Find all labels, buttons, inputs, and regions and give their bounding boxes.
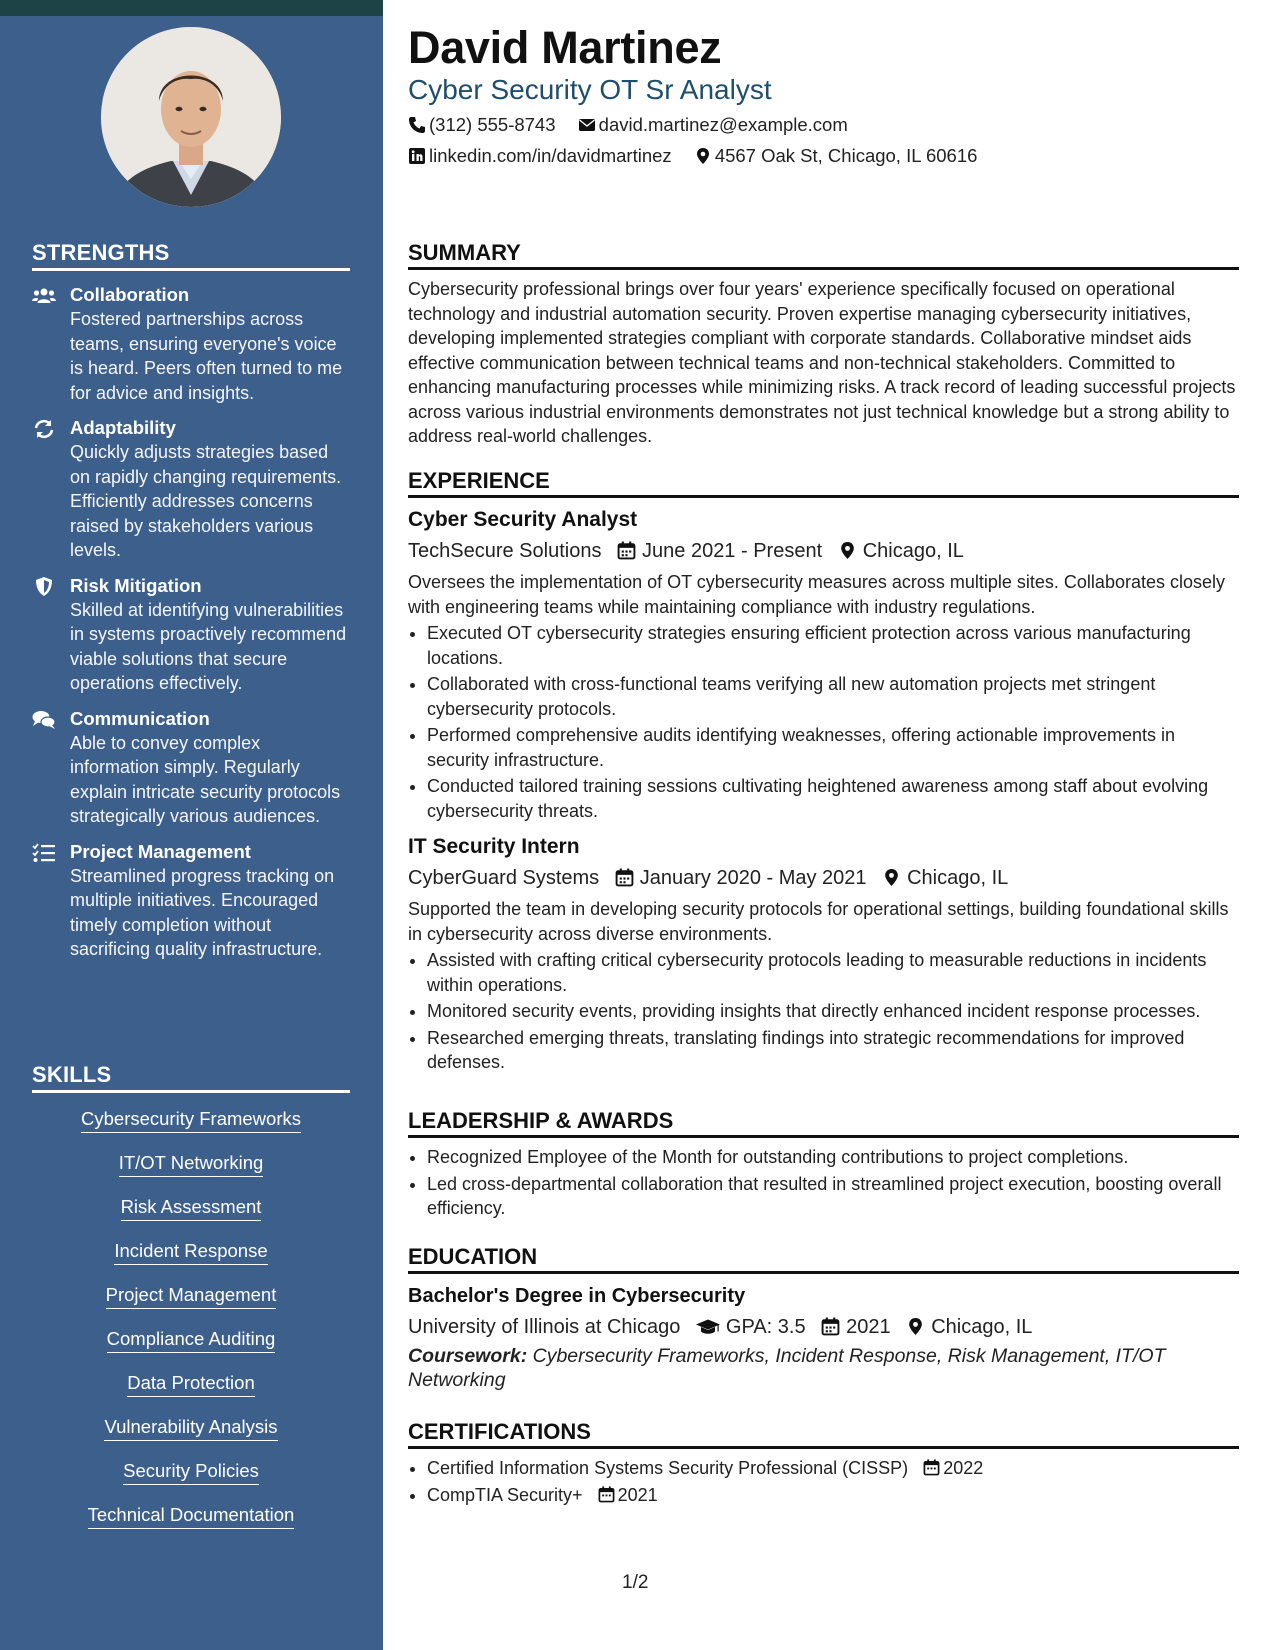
linkedin-contact[interactable]: linkedin.com/in/davidmartinez: [408, 145, 677, 166]
certifications-heading: CERTIFICATIONS: [408, 1419, 1239, 1449]
strength-item: [32, 707, 350, 829]
phone-icon: [408, 116, 426, 134]
experience-section: [408, 468, 1239, 1077]
school-name: University of Illinois at Chicago: [408, 1316, 681, 1338]
strength-title: Risk Mitigation: [70, 574, 202, 596]
sync-icon: [32, 419, 56, 439]
list-item: • Led cross-departmental collaboration that resulted in streamlined project execution, boosting overall efficiency.: [427, 1172, 1239, 1221]
skills-section: [32, 1062, 350, 1547]
calendar-icon: [615, 868, 634, 887]
summary-section: [408, 240, 1239, 449]
skill-item: Cybersecurity Frameworks: [32, 1107, 350, 1133]
graduation-year: 2021: [846, 1316, 891, 1338]
shield-icon: [32, 577, 56, 597]
strength-description: Skilled at identifying vulnerabilities in systems proactively recommend viable solutions that secure operations effectively.: [70, 599, 347, 693]
summary-heading: SUMMARY: [408, 240, 1239, 270]
list-item: • Researched emerging threats, translating findings into strategic recommendations for improved defenses.: [427, 1026, 1239, 1075]
linkedin-icon: [408, 147, 426, 165]
users-icon: [32, 286, 56, 306]
skills-heading: SKILLS: [32, 1062, 350, 1093]
education-section: [408, 1244, 1239, 1392]
job-dates: January 2020 - May 2021: [639, 867, 867, 889]
skill-item: Project Management: [32, 1283, 350, 1309]
list-item: • Assisted with crafting critical cybersecurity protocols leading to measurable reductions in incidents within operations.: [427, 948, 1239, 997]
leadership-bullets: [408, 1145, 1239, 1221]
envelope-icon: [578, 116, 596, 134]
list-item: • Performed comprehensive audits identifying weaknesses, offering actionable improvements in security infrastructure.: [427, 723, 1239, 772]
address-contact: 4567 Oak St, Chicago, IL 60616: [694, 145, 978, 166]
school-location: Chicago, IL: [931, 1316, 1033, 1338]
strength-item: [32, 283, 350, 405]
map-marker-icon: [906, 1317, 925, 1336]
tasks-icon: [32, 843, 56, 863]
calendar-icon: [598, 1486, 615, 1503]
strength-title: Project Management: [70, 840, 251, 862]
strength-title: Adaptability: [70, 417, 176, 438]
education-meta: [408, 1314, 1239, 1340]
strength-description: Fostered partnerships across teams, ensuring everyone's voice is heard. Peers often turned to me for advice and insights.: [70, 309, 343, 403]
strength-item: [32, 416, 350, 563]
contact-row-2: [408, 145, 994, 167]
leadership-heading: LEADERSHIP & AWARDS: [408, 1108, 1239, 1138]
strengths-section: [32, 240, 350, 962]
skill-item: Security Policies: [32, 1459, 350, 1485]
skill-item: Data Protection: [32, 1371, 350, 1397]
graduation-cap-icon: [696, 1317, 720, 1336]
list-item: • Conducted tailored training sessions cultivating heightened awareness among staff about evolving cybersecurity threats.: [427, 774, 1239, 823]
job-title-headline: Cyber Security OT Sr Analyst: [408, 74, 772, 105]
skill-item: Risk Assessment: [32, 1195, 350, 1221]
person-name: David Martinez: [408, 22, 722, 73]
phone-contact: (312) 555-8743: [408, 114, 561, 135]
list-item: • Executed OT cybersecurity strategies ensuring efficient protection across various manufacturing locations.: [427, 621, 1239, 670]
map-marker-icon: [838, 541, 857, 560]
job-entry: [408, 833, 1239, 1075]
skill-item: Compliance Auditing: [32, 1327, 350, 1353]
list-item: • CompTIA Security+ 2021: [427, 1483, 1239, 1508]
job-bullets: [408, 948, 1239, 1075]
job-entry: [408, 506, 1239, 823]
education-heading: EDUCATION: [408, 1244, 1239, 1274]
strength-description: Quickly adjusts strategies based on rapidly changing requirements. Efficiently addresses concerns raised by stakeholders various levels.: [70, 442, 342, 560]
coursework: Coursework: Cybersecurity Frameworks, Incident Response, Risk Management, IT/OT Networking: [408, 1345, 1166, 1391]
experience-heading: EXPERIENCE: [408, 468, 1239, 498]
leadership-section: [408, 1108, 1239, 1223]
job-description: Oversees the implementation of OT cybersecurity measures across multiple sites. Collaborates closely with engineering teams while maintaining compliance with industry regulations.: [408, 572, 1225, 617]
map-marker-icon: [694, 147, 712, 165]
job-location: Chicago, IL: [907, 867, 1009, 889]
calendar-icon: [923, 1459, 940, 1476]
skill-item: Vulnerability Analysis: [32, 1415, 350, 1441]
summary-text: Cybersecurity professional brings over four years' experience specifically focused on operational technology and industrial automation security. Proven expertise managing cybersecurity initiatives, developing implemented strategies compliant with corporate standards. Collaborative mindset aids effective communication between technical teams and non-technical stakeholders. Committed to enhancing manufacturing processes while minimizing risks. A track record of leading successful projects across various industrial environments demonstrates not just technical knowledge but a strong ability to address real-world challenges.: [408, 279, 1236, 446]
strength-description: Streamlined progress tracking on multiple initiatives. Encouraged timely completion without sacrificing quality infrastructure.: [70, 865, 335, 959]
strength-item: [32, 840, 350, 962]
list-item: • Collaborated with cross-functional teams verifying all new automation projects met stringent cybersecurity protocols.: [427, 672, 1239, 721]
contact-row-1: [408, 114, 865, 136]
skills-list: [32, 1107, 350, 1529]
job-bullets: [408, 621, 1239, 823]
degree-title: Bachelor's Degree in Cybersecurity: [408, 1285, 746, 1307]
sidebar-top-bar: [0, 0, 383, 16]
job-title: IT Security Intern: [408, 835, 580, 858]
certifications-list: [408, 1456, 1239, 1507]
skill-item: IT/OT Networking: [32, 1151, 350, 1177]
job-meta: [408, 865, 1239, 891]
skill-item: Incident Response: [32, 1239, 350, 1265]
strengths-heading: STRENGTHS: [32, 240, 350, 271]
strength-description: Able to convey complex information simply. Regularly explain intricate security protocols strategically various audiences.: [70, 732, 341, 826]
gpa: GPA: 3.5: [725, 1316, 806, 1338]
job-meta: [408, 538, 1239, 564]
strength-title: Communication: [70, 707, 210, 729]
job-description: Supported the team in developing security protocols for operational settings, building foundational skills in cybersecurity across diverse environments.: [408, 899, 1229, 944]
job-location: Chicago, IL: [862, 540, 964, 562]
list-item: • Certified Information Systems Security Professional (CISSP) 2022: [427, 1456, 1239, 1481]
profile-photo: [101, 27, 281, 207]
sidebar: [0, 0, 383, 1650]
email-contact[interactable]: david.martinez@example.com: [578, 114, 848, 135]
certifications-section: [408, 1419, 1239, 1509]
map-marker-icon: [882, 868, 901, 887]
comments-icon: [32, 710, 56, 730]
strength-item: [32, 574, 350, 696]
job-title: Cyber Security Analyst: [408, 508, 638, 531]
page-number: 1/2: [622, 1572, 649, 1593]
list-item: • Monitored security events, providing insights that directly enhanced incident response processes.: [427, 999, 1239, 1024]
company-name: TechSecure Solutions: [408, 540, 602, 562]
calendar-icon: [617, 541, 636, 560]
skill-item: Technical Documentation: [32, 1503, 350, 1529]
calendar-icon: [821, 1317, 840, 1336]
strength-title: Collaboration: [70, 284, 190, 305]
company-name: CyberGuard Systems: [408, 867, 600, 889]
list-item: • Recognized Employee of the Month for outstanding contributions to project completions.: [427, 1145, 1239, 1170]
job-dates: June 2021 - Present: [642, 540, 823, 562]
